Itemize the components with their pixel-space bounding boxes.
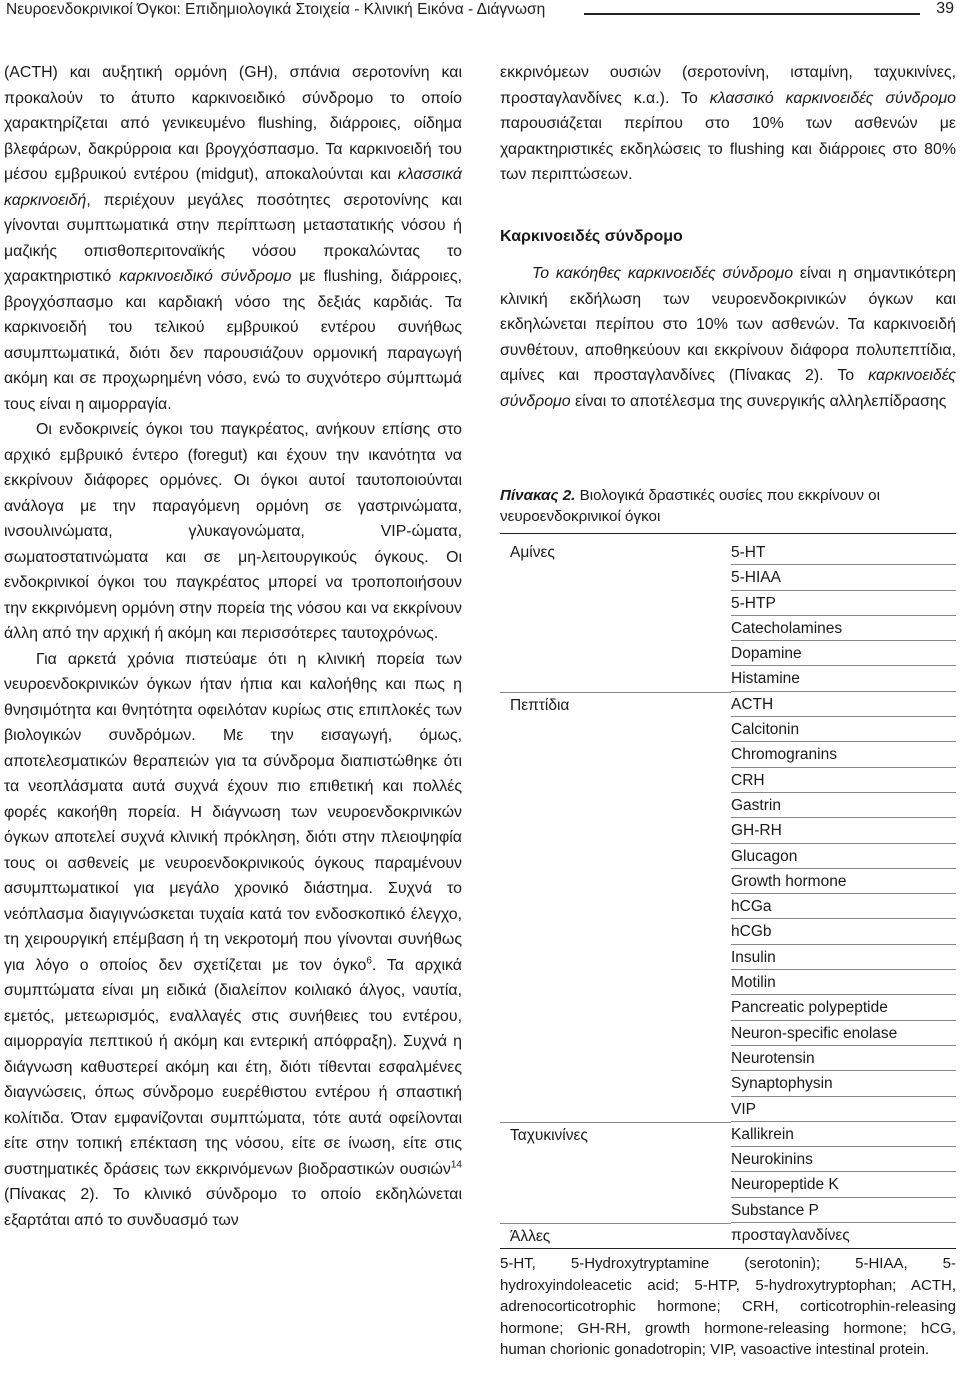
- table-category-cell: [500, 717, 731, 742]
- table-category-cell: [500, 945, 731, 970]
- text-span: εκκρινόμεων ουσιών (σεροτονίνη, ισταμίνη, ταχυκινίνες, προσταγλανδίνες κ.α.). Το: [500, 64, 956, 107]
- table-category-cell: [500, 894, 731, 919]
- table-row: [500, 641, 956, 666]
- table-category-cell: [500, 1071, 731, 1096]
- paragraph-4: [500, 60, 956, 188]
- table-category-cell: Ταχυκινίνες: [500, 1122, 731, 1147]
- table-row: [500, 869, 956, 894]
- table-row: [500, 1122, 956, 1147]
- table-substance-cell: Chromogranins: [731, 742, 956, 767]
- table-category-cell: [500, 970, 731, 995]
- text-span: είναι το αποτέλεσμα της συνεργικής αλληλεπίδρασης: [570, 392, 947, 410]
- section-heading: Καρκινοειδές σύνδρομο: [500, 227, 683, 245]
- text-span: , περιέχουν μεγάλες ποσότητες σεροτονίνης και γίνονται συμπτωματικά στην περίπτωση μεταστατικής νόσου ή μαζικής οπισθοπεριτοναϊκής νόσου προκαλώντας το χαρακτηριστικό: [4, 191, 462, 285]
- table-row: [500, 1097, 956, 1122]
- table-substance-cell: προσταγλανδίνες: [731, 1227, 850, 1245]
- table-row: [500, 717, 956, 742]
- table-category-cell: [500, 641, 731, 666]
- table-row: [500, 1198, 956, 1223]
- text-span: παρουσιάζεται περίπου στο 10% των ασθενών με χαρακτηριστικές εκδηλώσεις το flushing και διάρροιες στο 80% των περιπτώσεων.: [500, 115, 956, 183]
- table-category-cell: [500, 666, 731, 691]
- table-row: [500, 995, 956, 1020]
- table-row: [500, 1172, 956, 1197]
- table-substance-cell: Kallikrein: [731, 1122, 956, 1147]
- table-category-cell: Πεπτίδια: [500, 692, 731, 717]
- table-substance-cell: Pancreatic polypeptide: [731, 995, 956, 1020]
- table-category-cell: [500, 565, 731, 590]
- running-header: [6, 0, 954, 24]
- table-substance-cell: Neuron-specific enolase: [731, 1021, 956, 1046]
- table-substance-cell: Neurokinins: [731, 1147, 956, 1172]
- table-row: [500, 742, 956, 767]
- italic-term: καρκινοειδές σύνδρομο: [500, 367, 956, 410]
- table-row: [500, 818, 956, 843]
- text-span: . Τα αρχικά συμπτώματα είναι μη ειδικά (διαλείπον κοιλιακό άλγος, ναυτία, εμετός, μετεωρισμός, εναλλαγές στις συνήθειες του εντέρου, αιμορραγία πεπτικού ή ακόμη και εντερική απόφραξη). Συχνά η διάγνωση καθυστερεί ακόμη και έτη, διότι τίθενται εσφαλμένες διαγνώσεις, όπως σύνδρομο ευερέθιστου εντέρου ή σπαστική κολίτιδα. Όταν εμφανίζονται συμπτώματα, τότε αυτά οφείλονται είτε στην τοπική επέκταση της νόσου, είτε σε ίνωση, είτε στις συστηματικές δράσεις των εκκρινόμενων βιοδραστικών ουσιών: [4, 956, 462, 1178]
- table-category-cell: [500, 869, 731, 894]
- table-category-cell: [500, 1097, 731, 1122]
- table-row: [500, 919, 956, 944]
- text-span: Για αρκετά χρόνια πιστεύαμε ότι η κλινική πορεία των νευροενδοκρινικών όγκων ήταν ήπια και καλοήθης και πως η θνησιμότητα και θνητότητα οφειλόταν κυρίως στις επιπλοκές των βιολογικών συνδρόμων. Με την εισαγωγή, όμως, αποτελεσματικών θεραπειών για τα σύνδρομα διαπιστώθηκε ότι τα νεοπλάσματα αυτά συχνά έχουν πιο επιθετική και πολλές φορές κακοήθη πορεία. Η διάγνωση των νευροενδοκρινικών όγκων αποτελεί συχνά κλινική πρόκληση, διότι στην πλειοψηφία τους οι ασθενείς με νευροενδοκρινικούς όγκους παραμένουν ασυμπτωματικοί για μεγάλο χρονικό διάστημα. Συχνά το νεόπλασμα διαγιγνώσκεται τυχαία κατά τον ενδοσκοπικό έλεγχο, τη χειρουργική επέμβαση ή τη νεκροτομή που γίνονται συνήθως για λόγο ο οποίος δεν σχετίζεται με τον όγκο: [4, 650, 462, 974]
- table-row: [500, 1046, 956, 1071]
- table-substance-cell: ACTH: [731, 692, 956, 717]
- table-row: [500, 616, 956, 641]
- table-substance-cell: VIP: [731, 1097, 956, 1122]
- italic-term: κλασσικά καρκινοειδή: [4, 166, 462, 209]
- table-substance-cell: hCGa: [731, 894, 956, 919]
- table-row: [500, 666, 956, 691]
- table-substance-cell: Gastrin: [731, 793, 956, 818]
- table-row: [500, 1147, 956, 1172]
- table-substance-cell: Substance P: [731, 1198, 956, 1223]
- page-number: 39: [936, 0, 954, 17]
- table-substance-cell: Catecholamines: [731, 616, 956, 641]
- table-category-cell: [500, 1147, 731, 1172]
- table-substance-cell: Histamine: [731, 666, 956, 691]
- table-substance-cell: Neuropeptide K: [731, 1172, 956, 1197]
- table-category-cell: [500, 768, 731, 793]
- paragraph-1: [4, 60, 462, 417]
- left-column: [4, 60, 462, 1233]
- table-substance-cell: Growth hormone: [731, 869, 956, 894]
- table-category-cell: [500, 919, 731, 944]
- table-category-cell: [500, 1172, 731, 1197]
- running-title: Νευροενδοκρινικοί Όγκοι: Επιδημιολογικά Στοιχεία - Κλινική Εικόνα - Διάγνωση: [6, 1, 546, 18]
- header-rule: [584, 13, 920, 15]
- text-span: (Πίνακας 2). Το κλινικό σύνδρομο το οποίο εκδηλώνεται εξαρτάται από το συνδυασμό των: [4, 1186, 462, 1229]
- table-caption: [500, 485, 956, 527]
- table-substance-cell: 5-HIAA: [731, 565, 956, 590]
- table-row: [500, 768, 956, 793]
- table-row: [500, 591, 956, 616]
- table-row: [500, 1021, 956, 1046]
- table-category-cell: [500, 616, 731, 641]
- table-substance-cell: Dopamine: [731, 641, 956, 666]
- caption-label: Πίνακας 2.: [500, 487, 576, 504]
- table-row: [500, 1223, 956, 1248]
- paragraph-3: [4, 647, 462, 1234]
- table-category-cell: [500, 793, 731, 818]
- table-substance-cell: CRH: [731, 768, 956, 793]
- paragraph-2: Οι ενδοκρινείς όγκοι του παγκρέατος, ανήκουν επίσης στο αρχικό εμβρυικό έντερο (foregut) και έχουν την ικανότητα να εκκρίνουν διάφορες ορμόνες. Οι όγκοι αυτοί ταυτοποιούνται ανάλογα με την παραγόμενη ορμόνη σε γαστρινώματα, ινσουλινώματα, γλυκαγονώματα, VIP-ώματα, σωματοστατινώματα και σε μη-λειτουργικούς όγκους. Οι ενδοκρινικοί όγκοι του παγκρέατος μπορεί να τροποποιήσουν την εκκρινόμενη ορμόνη στην πορεία της νόσου και να εκκρίνουν άλλη από την αρχική ή ακόμη και περισσότερες ταυτοχρόνως.: [4, 421, 462, 642]
- table-category-cell: [500, 742, 731, 767]
- caption-text: Βιολογικά δραστικές ουσίες που εκκρίνουν οι νευροενδοκρινικοί όγκοι: [500, 487, 880, 525]
- table-row: [500, 692, 956, 717]
- table-substance-cell: GH-RH: [731, 818, 956, 843]
- table-row: [500, 945, 956, 970]
- text-span: (ACTH) και αυξητική ορμόνη (GH), σπάνια σεροτονίνη και προκαλούν το άτυπο καρκινοειδικό σύνδρομο το οποίο χαρακτηρίζεται από γενικευμένο flushing, διάρροιες, οίδημα βλεφάρων, δακρύρροια και βρογχόσπασμο. Τα καρκινοειδή του μέσου εμβρυικού εντέρου (midgut), αποκαλούνται και: [4, 64, 462, 183]
- table-substance-cell: Synaptophysin: [731, 1071, 956, 1096]
- table-category-cell: [500, 818, 731, 843]
- table-category-cell: [500, 1198, 731, 1223]
- table-footnote: 5-HT, 5-Hydroxytryptamine (serotonin); 5-HIAA, 5-hydroxyindoleacetic acid; 5-HTP, 5-hydroxytryptophan; ACTH, adrenocorticotrophic hormone; CRH, corticotrophin-releasing hormone; GH-RH, growth hormone-releasing hormone; hCG, human chorionic gonadotropin; VIP, vasoactive intestinal protein.: [500, 1255, 956, 1359]
- table-substance-cell: Calcitonin: [731, 717, 956, 742]
- right-column: [500, 60, 956, 1361]
- table-category-cell: [500, 591, 731, 616]
- table-substance-cell: 5-HTP: [731, 591, 956, 616]
- table-category-cell: Αμίνες: [510, 544, 555, 561]
- table-row: [500, 540, 956, 565]
- table-category-cell: [500, 1021, 731, 1046]
- table-category-cell: [500, 844, 731, 869]
- table-category-cell: [500, 1046, 731, 1071]
- italic-term: κλασσικό καρκινοειδές σύνδρομο: [709, 89, 956, 107]
- text-span: είναι η σημαντικότερη κλινική εκδήλωση των νευροενδοκρινικών όγκων και εκδηλώνεται περίπου στο 10% των ασθενών. Τα καρκινοειδή συνθέτουν, αποθηκεύουν και εκκρίνουν διάφορα πολυπεπτίδια, αμίνες και προσταγλανδίνες (Πίνακας 2). Το: [500, 265, 956, 384]
- table-category-cell: [500, 995, 731, 1020]
- text-span: με flushing, διάρροιες, βρογχόσπασμο και καρδιακή νόσο της δεξιάς καρδιάς. Τα καρκινοειδή του τελικού εμβρυικού εντέρου συνήθως ασυμπτωματικά, διότι δεν παρουσιάζουν ορμονική παραγωγή ακόμη και σε προχωρημένη νόσο, ενώ το συχνότερο σύμπτωμά τους είναι η αιμορραγία.: [4, 268, 462, 413]
- paragraph-5: [500, 261, 956, 414]
- table-row: [500, 793, 956, 818]
- table-row: [500, 565, 956, 590]
- table-row: [500, 1071, 956, 1096]
- table-row: [500, 970, 956, 995]
- reference-superscript: 6: [366, 955, 372, 967]
- table-substance-cell: Neurotensin: [731, 1046, 956, 1071]
- italic-term: καρκινοειδικό σύνδρομο: [119, 268, 292, 285]
- table-substance-cell: Motilin: [731, 970, 956, 995]
- reference-superscript: 14: [450, 1159, 462, 1171]
- table-substance-cell: hCGb: [731, 919, 956, 944]
- substances-table: [500, 533, 956, 1249]
- table-row: [500, 894, 956, 919]
- table-substance-cell: Glucagon: [731, 844, 956, 869]
- table-row: [500, 844, 956, 869]
- italic-term: Το κακόηθες καρκινοειδές σύνδρομο: [532, 265, 794, 282]
- table-substance-cell: 5-HT: [731, 540, 956, 565]
- table-substance-cell: Insulin: [731, 945, 956, 970]
- table-category-cell: Άλλες: [500, 1223, 731, 1248]
